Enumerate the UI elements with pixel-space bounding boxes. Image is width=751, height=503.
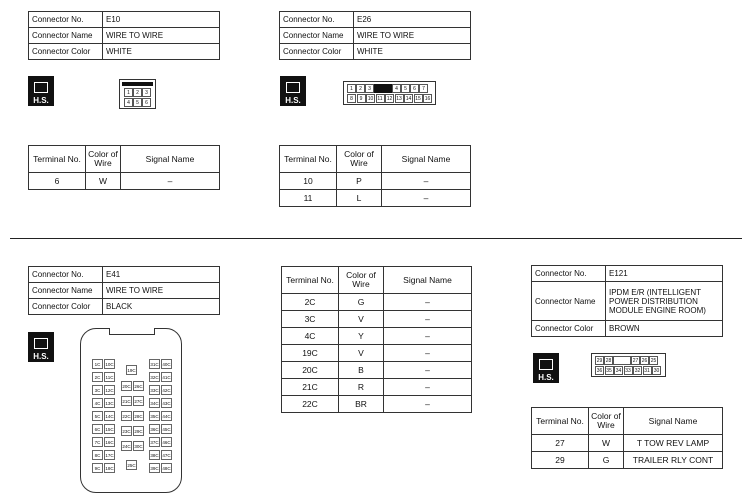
- pin: 9C: [92, 463, 103, 473]
- connector-name-value: WIRE TO WIRE: [354, 28, 471, 44]
- pin: 6: [142, 98, 151, 107]
- pin: 23C: [121, 426, 132, 436]
- pin: 10C: [104, 359, 115, 369]
- connector-glyph-icon: [539, 359, 553, 370]
- pin: 17C: [104, 450, 115, 460]
- table-row: [282, 311, 472, 328]
- pin: 31C: [149, 359, 160, 369]
- pin: 1: [347, 84, 356, 93]
- terminal-no-header: Terminal No.: [532, 408, 589, 435]
- pin: 26C: [133, 381, 144, 391]
- signal-cell: –: [384, 362, 472, 379]
- hs-icon: [28, 332, 54, 362]
- terminal-no-header: Terminal No.: [282, 267, 339, 294]
- pin: 27: [632, 357, 639, 364]
- pin: 14: [405, 95, 412, 102]
- color-cell: G: [339, 294, 384, 311]
- table-row: [282, 362, 472, 379]
- connector-glyph-icon: [34, 338, 48, 349]
- pin-blank: [374, 84, 392, 93]
- table-row: [532, 452, 723, 469]
- connector-color-label: Connector Color: [29, 299, 103, 315]
- connector-color-label: Connector Color: [532, 321, 606, 337]
- signal-cell: –: [382, 190, 471, 207]
- pin: 7: [419, 84, 428, 93]
- pin: 26: [641, 357, 648, 364]
- pin: 7C: [92, 437, 103, 447]
- terminal-cell: 21C: [282, 379, 339, 396]
- pin: 14C: [104, 411, 115, 421]
- hs-icon: [280, 76, 306, 106]
- table-row: [282, 294, 472, 311]
- connector-color-value: WHITE: [354, 44, 471, 60]
- pin: 40C: [161, 359, 172, 369]
- pin: 11C: [104, 372, 115, 382]
- terminal-cell: 27: [532, 435, 589, 452]
- pin: 41C: [161, 372, 172, 382]
- color-cell: Y: [339, 328, 384, 345]
- terminal-cell: 3C: [282, 311, 339, 328]
- color-of-wire-header: Color of Wire: [86, 146, 121, 173]
- connector-name-label: Connector Name: [280, 28, 354, 44]
- pin: 2: [356, 84, 365, 93]
- terminal-no-header: Terminal No.: [280, 146, 337, 173]
- pin: 42C: [161, 385, 172, 395]
- pin: 30: [653, 367, 660, 374]
- hs-label: H.S.: [33, 352, 49, 361]
- pin: 29C: [133, 426, 144, 436]
- connector-no-value: E41: [103, 267, 220, 283]
- pin: 10: [367, 95, 374, 102]
- e41-latch: [109, 328, 155, 335]
- pin: 4: [124, 98, 133, 107]
- pin: 33C: [149, 385, 160, 395]
- signal-cell: TRAILER RLY CONT: [624, 452, 723, 469]
- pin: 37C: [149, 437, 160, 447]
- e10-connector-info: [28, 11, 220, 60]
- pin: 48C: [161, 463, 172, 473]
- color-cell: R: [339, 379, 384, 396]
- pin: 3: [365, 84, 374, 93]
- signal-cell: –: [384, 379, 472, 396]
- pin: 15C: [104, 424, 115, 434]
- hs-label: H.S.: [33, 96, 49, 105]
- pin: 2C: [92, 372, 103, 382]
- terminal-cell: 11: [280, 190, 337, 207]
- color-cell: BR: [339, 396, 384, 413]
- color-cell: P: [337, 173, 382, 190]
- color-cell: G: [589, 452, 624, 469]
- pin: 21C: [121, 396, 132, 406]
- connector-no-value: E121: [606, 266, 723, 282]
- signal-cell: –: [384, 294, 472, 311]
- pin: 39C: [149, 463, 160, 473]
- pin: 47C: [161, 450, 172, 460]
- signal-name-header: Signal Name: [121, 146, 220, 173]
- hs-icon: [533, 353, 559, 383]
- terminal-cell: 20C: [282, 362, 339, 379]
- hs-icon: [28, 76, 54, 106]
- pin: 36C: [149, 424, 160, 434]
- pin: 30C: [133, 441, 144, 451]
- pin: 16C: [104, 437, 115, 447]
- signal-name-header: Signal Name: [624, 408, 723, 435]
- connector-no-label: Connector No.: [29, 267, 103, 283]
- connector-glyph-icon: [34, 82, 48, 93]
- pin: 5: [133, 98, 142, 107]
- pin: 6: [410, 84, 419, 93]
- connector-name-value: WIRE TO WIRE: [103, 283, 220, 299]
- pin: 33: [625, 367, 631, 374]
- pin: 1C: [92, 359, 103, 369]
- signal-cell: T TOW REV LAMP: [624, 435, 723, 452]
- color-cell: W: [589, 435, 624, 452]
- e121-signal-table: [531, 407, 723, 469]
- pin-blank: [613, 356, 631, 365]
- table-row: [29, 173, 220, 190]
- table-row: [282, 396, 472, 413]
- connector-name-value: IPDM E/R (INTELLIGENT POWER DISTRIBUTION MODULE ENGINE ROOM): [606, 282, 723, 321]
- pin: 34C: [149, 398, 160, 408]
- pin: 35: [606, 367, 612, 374]
- connector-name-label: Connector Name: [29, 283, 103, 299]
- terminal-no-header: Terminal No.: [29, 146, 86, 173]
- signal-cell: –: [121, 173, 220, 190]
- signal-name-header: Signal Name: [382, 146, 471, 173]
- color-cell: L: [337, 190, 382, 207]
- table-row: [280, 190, 471, 207]
- pin: 2: [133, 88, 142, 97]
- pin: 29: [596, 357, 603, 364]
- pin: 43C: [161, 398, 172, 408]
- connector-name-label: Connector Name: [532, 282, 606, 321]
- signal-cell: –: [384, 345, 472, 362]
- hs-label: H.S.: [538, 373, 554, 382]
- table-row: [532, 435, 723, 452]
- pin: 18C: [104, 463, 115, 473]
- terminal-cell: 4C: [282, 328, 339, 345]
- pin: 6C: [92, 424, 103, 434]
- pin: 25: [650, 357, 657, 364]
- pin: 27C: [133, 396, 144, 406]
- connector-name-label: Connector Name: [29, 28, 103, 44]
- e10-latch: [122, 82, 153, 86]
- connector-no-label: Connector No.: [532, 266, 606, 282]
- e26-connector-info: [279, 11, 471, 60]
- pin: 35C: [149, 411, 160, 421]
- e121-pin-diagram: [591, 353, 666, 377]
- connector-color-value: BROWN: [606, 321, 723, 337]
- terminal-cell: 6: [29, 173, 86, 190]
- connector-color-label: Connector Color: [29, 44, 103, 60]
- signal-cell: –: [384, 311, 472, 328]
- pin: 34: [615, 367, 622, 374]
- connector-name-value: WIRE TO WIRE: [103, 28, 220, 44]
- pin: 36: [596, 367, 603, 374]
- e26-pin-diagram: [343, 81, 436, 105]
- pin: 13C: [104, 398, 115, 408]
- color-of-wire-header: Color of Wire: [589, 408, 624, 435]
- connector-no-value: E26: [354, 12, 471, 28]
- table-row: [282, 379, 472, 396]
- e41-signal-table: [281, 266, 472, 413]
- terminal-cell: 22C: [282, 396, 339, 413]
- pin: 9: [357, 94, 366, 103]
- terminal-cell: 19C: [282, 345, 339, 362]
- pin: 5: [401, 84, 410, 93]
- pin: 1: [124, 88, 133, 97]
- e10-signal-table: [28, 145, 220, 190]
- signal-cell: –: [384, 328, 472, 345]
- signal-cell: –: [384, 396, 472, 413]
- pin: 46C: [161, 437, 172, 447]
- pin: 3C: [92, 385, 103, 395]
- pin: 8C: [92, 450, 103, 460]
- e41-connector-info: [28, 266, 220, 315]
- pin: 44C: [161, 411, 172, 421]
- pin: 19C: [126, 365, 137, 375]
- pin: 25C: [126, 460, 137, 470]
- pin: 45C: [161, 424, 172, 434]
- terminal-cell: 10: [280, 173, 337, 190]
- pin: 13: [396, 95, 402, 102]
- pin: 4: [392, 84, 401, 93]
- pin: 32: [634, 367, 641, 374]
- table-row: [282, 328, 472, 345]
- color-cell: V: [339, 311, 384, 328]
- connector-glyph-icon: [286, 82, 300, 93]
- signal-cell: –: [382, 173, 471, 190]
- hs-label: H.S.: [285, 96, 301, 105]
- connector-color-value: BLACK: [103, 299, 220, 315]
- connector-no-label: Connector No.: [280, 12, 354, 28]
- pin: 16: [424, 95, 431, 102]
- pin: 28: [605, 357, 612, 364]
- pin: 4C: [92, 398, 103, 408]
- terminal-cell: 2C: [282, 294, 339, 311]
- pin: 8: [347, 94, 356, 103]
- pin: 38C: [149, 450, 160, 460]
- e121-connector-info: [531, 265, 723, 337]
- connector-no-label: Connector No.: [29, 12, 103, 28]
- color-of-wire-header: Color of Wire: [339, 267, 384, 294]
- pin: 20C: [121, 381, 132, 391]
- color-cell: V: [339, 345, 384, 362]
- pin: 31: [644, 367, 650, 374]
- pin: 11: [377, 95, 383, 102]
- connector-color-value: WHITE: [103, 44, 220, 60]
- pin: 12: [386, 95, 393, 102]
- section-divider: [10, 238, 742, 239]
- connector-color-label: Connector Color: [280, 44, 354, 60]
- color-cell: W: [86, 173, 121, 190]
- pin: 32C: [149, 372, 160, 382]
- pin: 28C: [133, 411, 144, 421]
- e41-pin-diagram: [80, 328, 182, 493]
- color-of-wire-header: Color of Wire: [337, 146, 382, 173]
- pin: 12C: [104, 385, 115, 395]
- connector-no-value: E10: [103, 12, 220, 28]
- pin: 3: [142, 88, 151, 97]
- e10-pin-diagram: [119, 79, 156, 109]
- pin: 24C: [121, 441, 132, 451]
- table-row: [280, 173, 471, 190]
- color-cell: B: [339, 362, 384, 379]
- pin: 15: [415, 95, 421, 102]
- e26-signal-table: [279, 145, 471, 207]
- signal-name-header: Signal Name: [384, 267, 472, 294]
- table-row: [282, 345, 472, 362]
- pin: 5C: [92, 411, 103, 421]
- pin: 22C: [121, 411, 132, 421]
- terminal-cell: 29: [532, 452, 589, 469]
